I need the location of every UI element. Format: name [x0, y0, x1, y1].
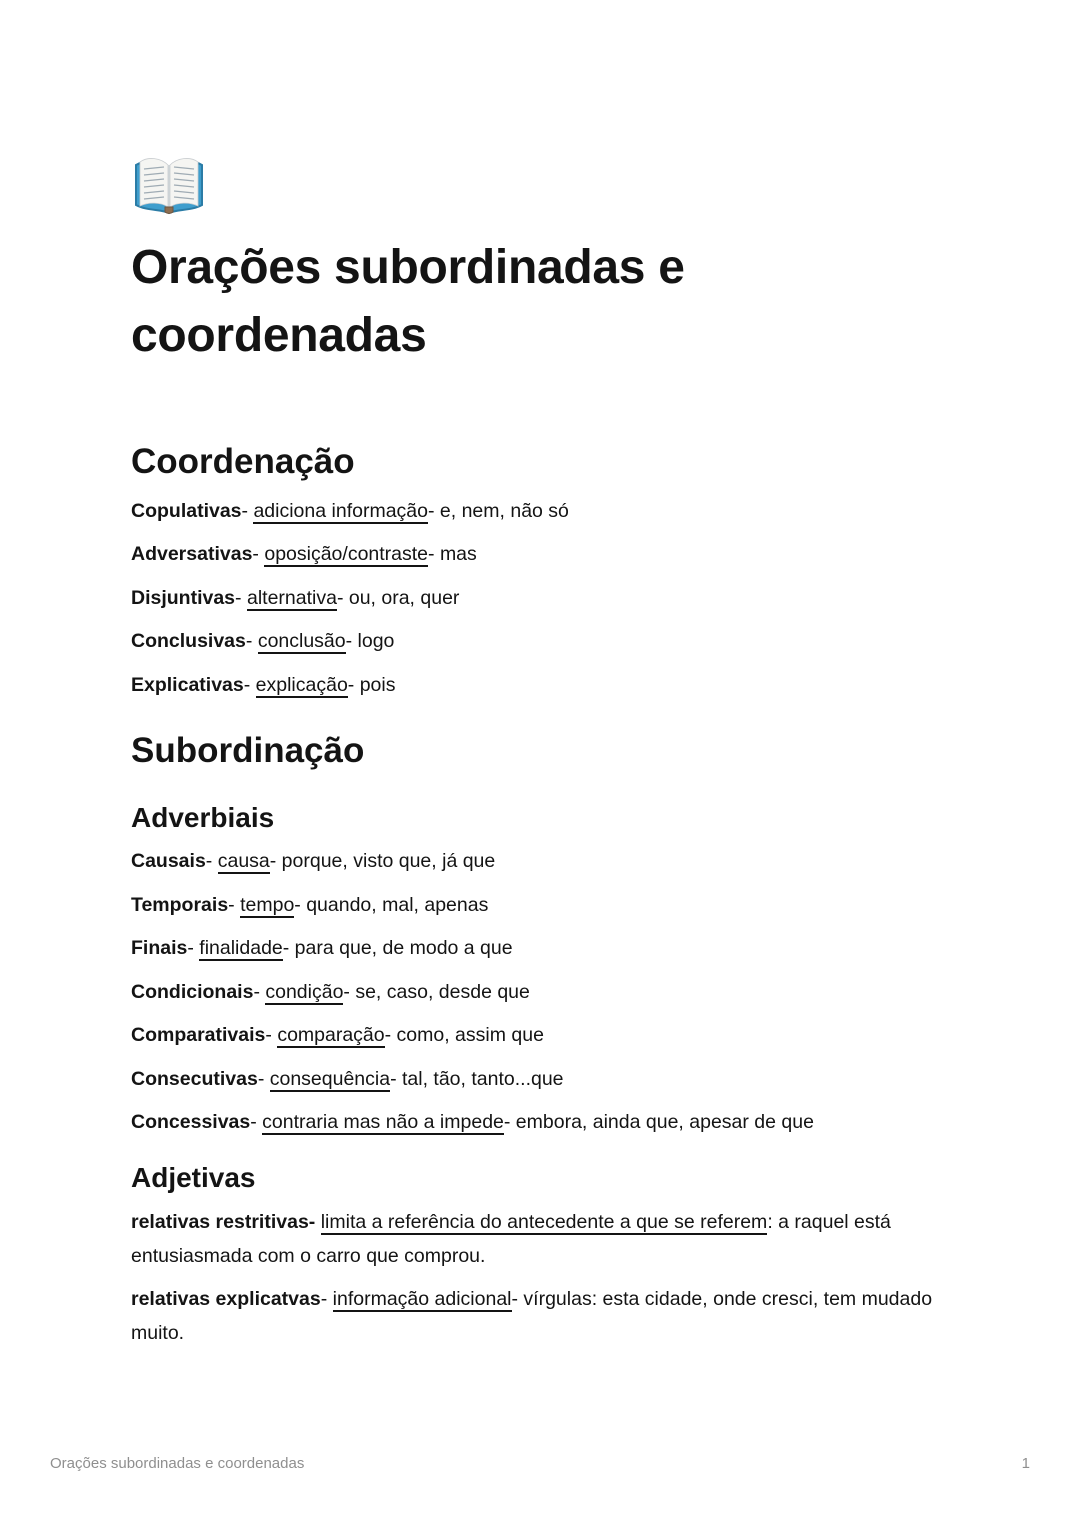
item-definition: oposição/contraste [264, 543, 429, 565]
item-examples: - embora, ainda que, apesar de que [503, 1111, 814, 1133]
item-examples: - como, assim que [384, 1024, 544, 1046]
item-examples: - pois [347, 673, 396, 696]
item-separator: - [257, 1067, 270, 1090]
item-separator: - [253, 980, 266, 1003]
definition-item-consecutivas [131, 1062, 949, 1096]
definition-item-explicativas [131, 668, 949, 702]
definition-item-conclusivas [131, 624, 949, 658]
item-term: Causais [131, 850, 206, 872]
page-footer [50, 1455, 1030, 1472]
item-separator: - [252, 543, 265, 565]
definition-item-disjuntivas [131, 581, 949, 615]
item-term: Temporais [131, 893, 229, 916]
item-definition: contraria mas não a impede [262, 1111, 504, 1133]
open-book-icon [131, 146, 207, 222]
item-term: Conclusivas [131, 630, 246, 652]
item-definition: limita a referência do antecedente a que se referem [320, 1210, 768, 1233]
item-term: Copulativas [131, 499, 242, 522]
item-examples: - ou, ora, quer [336, 586, 460, 609]
item-separator [315, 1211, 320, 1233]
item-definition: consequência [269, 1067, 391, 1090]
item-term: Consecutivas [131, 1067, 258, 1090]
item-examples: - quando, mal, apenas [294, 893, 489, 916]
item-separator: - [235, 586, 247, 609]
item-term: relativas restritivas- [131, 1210, 316, 1233]
item-separator: - [320, 1288, 333, 1310]
item-separator: - [265, 1024, 278, 1046]
item-term: Comparativais [131, 1024, 266, 1046]
item-definition: finalidade [199, 937, 283, 959]
item-separator: - [205, 850, 218, 872]
item-definition: condição [265, 980, 344, 1003]
item-examples: - logo [345, 630, 395, 652]
item-definition: comparação [277, 1024, 385, 1046]
item-definition: informação adicional [332, 1288, 512, 1310]
subsection-heading-adjetivas: Adjetivas [131, 1162, 256, 1193]
item-definition: tempo [240, 893, 295, 916]
section-heading-subordinacao: Subordinação [131, 730, 365, 770]
footer-page-number: 1 [1021, 1455, 1030, 1472]
item-example-sentence: - vírgulas: esta cidade, onde cresci, tem mudado muito. [131, 1288, 933, 1344]
subsection-heading-adverbiais: Adverbiais [131, 801, 275, 833]
item-term: Explicativas [131, 673, 244, 696]
item-term: Adversativas [131, 543, 253, 565]
item-examples: - para que, de modo a que [282, 937, 513, 959]
item-definition: explicação [255, 673, 348, 696]
item-term: Condicionais [131, 980, 254, 1003]
item-example-sentence: : a raquel está entusiasmada com o carro que comprou. [131, 1210, 891, 1267]
definition-item-concessivas [131, 1105, 949, 1139]
item-definition: alternativa [246, 586, 337, 609]
item-separator: - [187, 937, 200, 959]
definition-item-causais [131, 844, 949, 878]
definition-item-relativas-restritivas [131, 1205, 949, 1273]
item-separator: - [243, 673, 256, 696]
item-separator: - [241, 499, 254, 522]
item-examples: - se, caso, desde que [343, 980, 530, 1003]
item-separator: - [250, 1111, 263, 1133]
definition-item-copulativas [131, 494, 949, 528]
definition-item-comparativais [131, 1018, 949, 1052]
item-definition: adiciona informação [253, 499, 428, 522]
item-examples: - porque, visto que, já que [269, 850, 496, 872]
item-examples: - mas [428, 543, 477, 565]
item-definition: causa [217, 850, 270, 872]
item-term: Finais [131, 937, 188, 959]
definition-item-relativas-explicatvas [131, 1282, 949, 1350]
item-term: relativas explicatvas [131, 1288, 321, 1310]
definition-item-temporais [131, 888, 949, 922]
item-separator: - [228, 893, 241, 916]
item-term: Disjuntivas [131, 586, 236, 609]
item-examples: - e, nem, não só [427, 499, 569, 522]
item-separator: - [245, 630, 258, 652]
section-heading-coordenacao: Coordenação [131, 442, 355, 481]
item-definition: conclusão [257, 630, 346, 652]
definition-item-condicionais [131, 975, 949, 1009]
item-term: Concessivas [131, 1111, 251, 1133]
definition-item-adversativas [131, 537, 949, 571]
definition-item-finais [131, 931, 949, 965]
footer-document-title: Orações subordinadas e coordenadas [50, 1455, 305, 1472]
item-examples: - tal, tão, tanto...que [390, 1067, 564, 1090]
page-title: Orações subordinadas e coordenadas [131, 241, 685, 362]
